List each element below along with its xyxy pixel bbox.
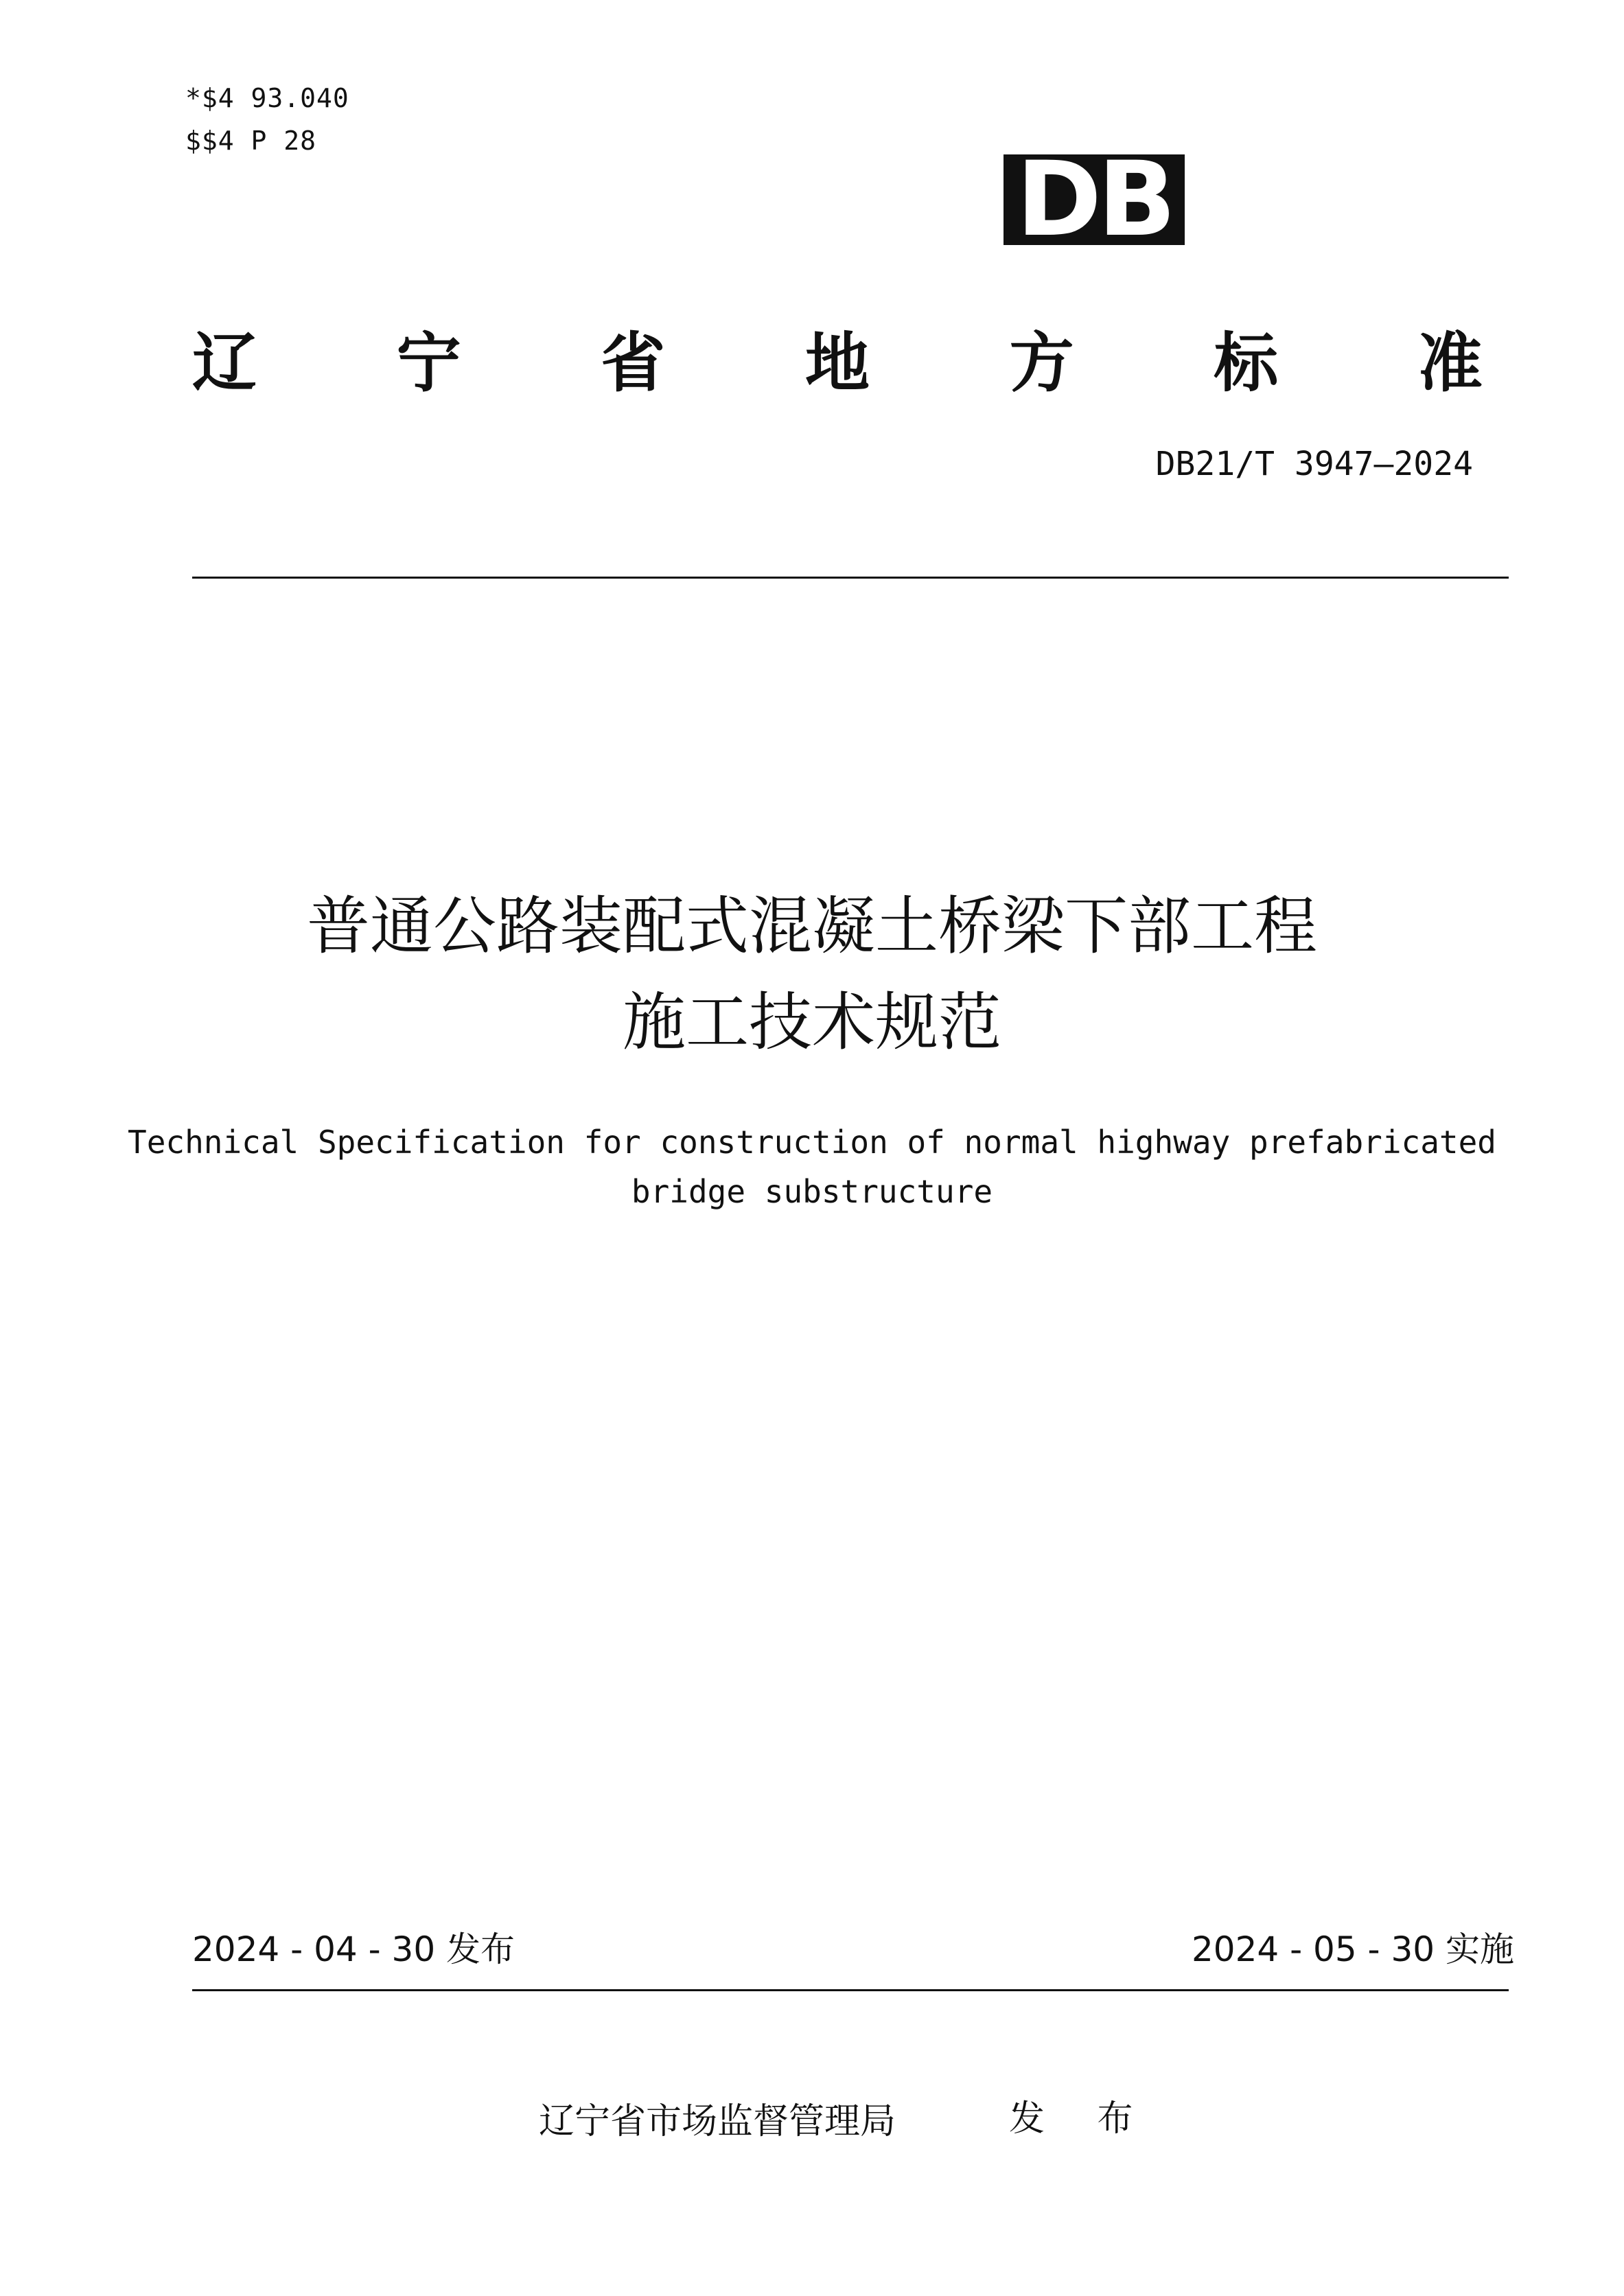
implementation-date: 2024 - 05 - 30 实施 xyxy=(1191,1929,1514,1969)
db-logo-text: DB xyxy=(1016,140,1172,259)
standard-type-heading xyxy=(192,316,1483,401)
title-en-line-1: Technical Specification for construction of normal highway prefabricated xyxy=(128,1124,1496,1161)
issue-action: 发 布 xyxy=(1009,2098,1154,2140)
db-logo xyxy=(1004,140,1185,259)
standard-type-char: 省 xyxy=(601,325,666,401)
title-en-line-2: bridge substructure xyxy=(631,1173,993,1210)
bottom-divider xyxy=(192,1989,1509,1991)
standard-type-char: 辽 xyxy=(192,325,257,401)
ccs-code: $$4 P 28 xyxy=(185,126,317,156)
standard-type-char: 地 xyxy=(804,325,870,401)
standard-type-char: 方 xyxy=(1009,325,1074,401)
top-divider xyxy=(192,577,1509,579)
issue-date: 2024 - 04 - 30 发布 xyxy=(192,1929,515,1969)
ics-code: *$4 93.040 xyxy=(185,83,349,113)
issuing-authority: 辽宁省市场监督管理局 xyxy=(539,2101,896,2142)
standard-number: DB21/T 3947—2024 xyxy=(1155,445,1473,483)
standard-type-char: 宁 xyxy=(396,325,461,401)
title-zh-line-1: 普通公路装配式混凝土桥梁下部工程 xyxy=(306,890,1317,963)
classification-codes xyxy=(185,77,349,162)
standard-type-char: 准 xyxy=(1417,325,1483,401)
title-zh-line-2: 施工技术规范 xyxy=(622,986,1001,1059)
standard-type-char: 标 xyxy=(1214,325,1279,401)
